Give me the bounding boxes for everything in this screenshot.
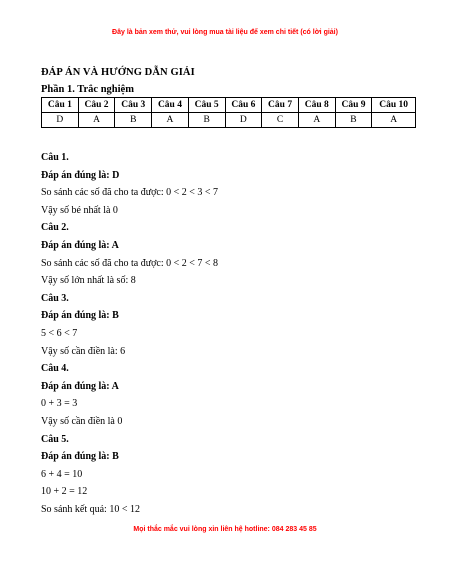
answer-table-header-cell: Câu 10 (372, 98, 416, 113)
solution-line: Câu 2. (41, 222, 69, 234)
answer-cell: A (372, 113, 416, 128)
solution-line: Vậy số cần điền là: 6 (41, 345, 126, 357)
solution-line: Câu 4. (41, 363, 69, 375)
answer-table-row (42, 113, 416, 128)
answer-cell: D (42, 113, 79, 128)
answer-table-header-cell: Câu 1 (42, 98, 79, 113)
answer-table-header-cell: Câu 4 (152, 98, 189, 113)
solution-line: Đáp án đúng là: B (41, 451, 119, 463)
answer-table-header-row (42, 98, 416, 113)
answer-cell: A (78, 113, 115, 128)
answer-table-header-cell: Câu 2 (78, 98, 115, 113)
solution-line: Câu 3. (41, 292, 69, 304)
section-title: Phần 1. Trắc nghiệm (41, 84, 134, 95)
answer-cell: A (298, 113, 335, 128)
answer-table-header-cell: Câu 5 (188, 98, 225, 113)
solution-line: Đáp án đúng là: A (41, 380, 119, 392)
solution-line: 5 < 6 < 7 (41, 327, 78, 339)
solution-line: Đáp án đúng là: A (41, 239, 119, 251)
solution-line: Đáp án đúng là: D (41, 169, 120, 181)
answer-cell: D (225, 113, 262, 128)
preview-notice-banner: Đây là bản xem thử, vui lòng mua tài liệu để xem chi tiết (có lời giải) (112, 29, 338, 36)
solution-line: 0 + 3 = 3 (41, 398, 78, 410)
answer-table-header-cell: Câu 7 (262, 98, 299, 113)
solution-line: 6 + 4 = 10 (41, 468, 83, 480)
answer-cell: B (188, 113, 225, 128)
answer-table-header-cell: Câu 6 (225, 98, 262, 113)
solutions-section (41, 149, 430, 518)
solution-line: Câu 5. (41, 433, 69, 445)
solution-line: So sánh kết quả: 10 < 12 (41, 503, 140, 515)
answer-table-header-cell: Câu 8 (298, 98, 335, 113)
solution-line: 10 + 2 = 12 (41, 486, 88, 498)
answer-cell: C (262, 113, 299, 128)
solution-line: So sánh các số đã cho ta được: 0 < 2 < 3 < 7 (41, 187, 219, 199)
answer-cell: B (115, 113, 152, 128)
solution-line: Vậy số lớn nhất là số: 8 (41, 275, 136, 287)
answer-table-header-cell: Câu 9 (335, 98, 372, 113)
page-title: ĐÁP ÁN VÀ HƯỚNG DẪN GIẢI (41, 67, 195, 78)
hotline-banner: Mọi thắc mắc vui lòng xin liên hệ hotline: 084 283 45 85 (133, 526, 317, 533)
solution-line: Câu 1. (41, 152, 69, 163)
solution-line: Đáp án đúng là: B (41, 310, 119, 322)
answer-cell: A (152, 113, 189, 128)
solution-line: So sánh các số đã cho ta được: 0 < 2 < 7 < 8 (41, 257, 219, 269)
solution-line: Vậy số cần điền là 0 (41, 415, 123, 427)
answer-table (41, 97, 416, 128)
answer-table-header-cell: Câu 3 (115, 98, 152, 113)
answer-cell: B (335, 113, 372, 128)
solution-line: Vậy số bé nhất là 0 (41, 204, 118, 216)
